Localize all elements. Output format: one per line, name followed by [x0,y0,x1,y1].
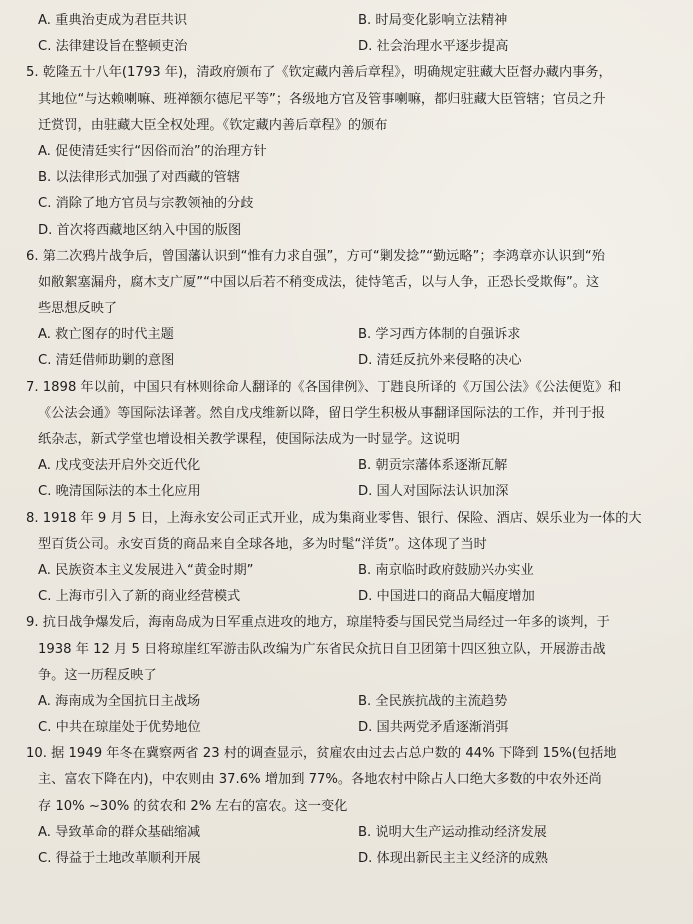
q8-option-c: C. 上海市引入了新的商业经营模式 [38,589,241,605]
q10-stem-line-2: 主、富农下降在内)，中农则由 37.6% 增加到 77%。各地农村中除占人口绝大多数的中农外还尚 [38,772,602,788]
q9-stem-line-1: 9. 抗日战争爆发后，海南岛成为日军重点进攻的地方，琼崖特委与国民党当局经过一年多的谈判，于 [26,615,610,631]
q6-option-b: B. 学习西方体制的自强诉求 [358,327,521,343]
q9-option-c: C. 中共在琼崖处于优势地位 [38,720,201,736]
q6-stem-line-1: 6. 第二次鸦片战争后，曾国藩认识到“惟有力求自强”，方可“剿发捻”“勤远略”；李鸿章亦认识到“殆 [26,248,605,264]
q8-stem-line-2: 型百货公司。永安百货的商品来自全球各地，多为时髦“洋货”。这体现了当时 [38,536,487,552]
q6-option-c: C. 清廷借师助剿的意图 [38,353,175,369]
q7-options-row-2 [26,479,671,505]
q7-option-b: B. 朝贡宗藩体系逐渐瓦解 [358,458,508,474]
q4-options-row-2 [26,34,671,60]
q6-options-row-2 [26,348,671,374]
q8-option-a: A. 民族资本主义发展进入“黄金时期” [38,562,254,578]
q10-stem-line-1: 10. 据 1949 年冬在冀察两省 23 村的调查显示，贫雇农由过去占总户数的 44% 下降到 15%(包括地 [26,746,617,762]
q6-option-a: A. 救亡图存的时代主题 [38,327,174,343]
q9-stem-line-2: 1938 年 12 月 5 日将琼崖红军游击队改编为广东省民众抗日自卫团第十四区独立队，开展游击战 [38,641,606,657]
q8-options-row-1 [26,558,671,584]
q6-option-d: D. 清廷反抗外来侵略的决心 [358,353,522,369]
q7-option-a: A. 戊戌变法开启外交近代化 [38,458,201,474]
q9-option-d: D. 国共两党矛盾逐渐消弭 [358,720,509,736]
q7-stem-line-1: 7. 1898 年以前，中国只有林则徐命人翻译的《各国律例》、丁韪良所译的《万国公法》《公法便览》和 [26,379,622,395]
q10-option-b: B. 说明大生产运动推动经济发展 [358,824,547,840]
q5-option-c: C. 消除了地方官员与宗教领袖的分歧 [38,196,254,212]
q4-option-b: B. 时局变化影响立法精神 [358,13,508,28]
q7-option-c: C. 晚清国际法的本土化应用 [38,484,201,500]
q8-stem-line-1: 8. 1918 年 9 月 5 日，上海永安公司正式开业，成为集商业零售、银行、保险、酒店、娱乐业为一体的大 [26,510,642,526]
q6-stem-line-2: 如敝絮塞漏舟，腐木支广厦”“中国以后若不稍变成法，徒恃笔舌，以与人争，正恐长受欺侮”。这 [38,274,600,290]
q7-option-d: D. 国人对国际法认识加深 [358,484,509,500]
q5-stem-line-1: 5. 乾隆五十八年(1793 年)，清政府颁布了《钦定藏内善后章程》，明确规定驻藏大臣督办藏内事务， [26,65,612,81]
q10-option-a: A. 导致革命的群众基础缩减 [38,824,201,840]
q9-option-b: B. 全民族抗战的主流趋势 [358,693,508,709]
q5-stem-line-3: 迁赏罚，由驻藏大臣全权处理。《钦定藏内善后章程》的颁布 [38,117,388,133]
q9-stem-line-3: 争。这一历程反映了 [38,667,157,683]
q7-stem-line-3: 纸杂志，新式学堂也增设相关教学课程，使国际法成为一时显学。这说明 [38,432,460,447]
q8-option-d: D. 中国进口的商品大幅度增加 [358,589,535,605]
q6-stem-line-3: 些思想反映了 [38,301,118,317]
q4-option-a: A. 重典治吏成为君臣共识 [38,13,188,28]
q7-options-row-1 [26,453,671,479]
q7-stem-line-2: 《公法会通》等国际法译著。然自戊戌维新以降，留日学生积极从事翻译国际法的工作，并刊于报 [38,405,606,421]
q9-options-row-2 [26,715,671,741]
q10-options-row-1 [26,820,671,846]
q10-stem-line-3: 存 10% ~30% 的贫农和 2% 左右的富农。这一变化 [38,798,348,814]
q5-option-d: D. 首次将西藏地区纳入中国的版图 [38,222,242,238]
q5-stem-line-2: 其地位“与达赖喇嘛、班禅额尔德尼平等”；各级地方官及管事喇嘛，都归驻藏大臣管辖；官员之升 [38,91,606,107]
q4-options-row-1 [26,8,671,34]
q8-option-b: B. 南京临时政府鼓励兴办实业 [358,562,534,578]
q8-options-row-2 [26,584,671,610]
q4-option-d: D. 社会治理水平逐步提高 [358,39,509,55]
q4-option-c: C. 法律建设旨在整顿吏治 [38,39,188,55]
q9-options-row-1 [26,689,671,715]
q5-option-a: A. 促使清廷实行“因俗而治”的治理方针 [38,143,267,159]
q6-options-row-1 [26,322,671,348]
q5-option-b: B. 以法律形式加强了对西藏的管辖 [38,170,241,186]
q10-option-d: D. 体现出新民主主义经济的成熟 [358,851,548,866]
q10-options-row-2 [26,846,671,872]
q9-option-a: A. 海南成为全国抗日主战场 [38,693,201,709]
q10-option-c: C. 得益于土地改革顺利开展 [38,851,201,866]
